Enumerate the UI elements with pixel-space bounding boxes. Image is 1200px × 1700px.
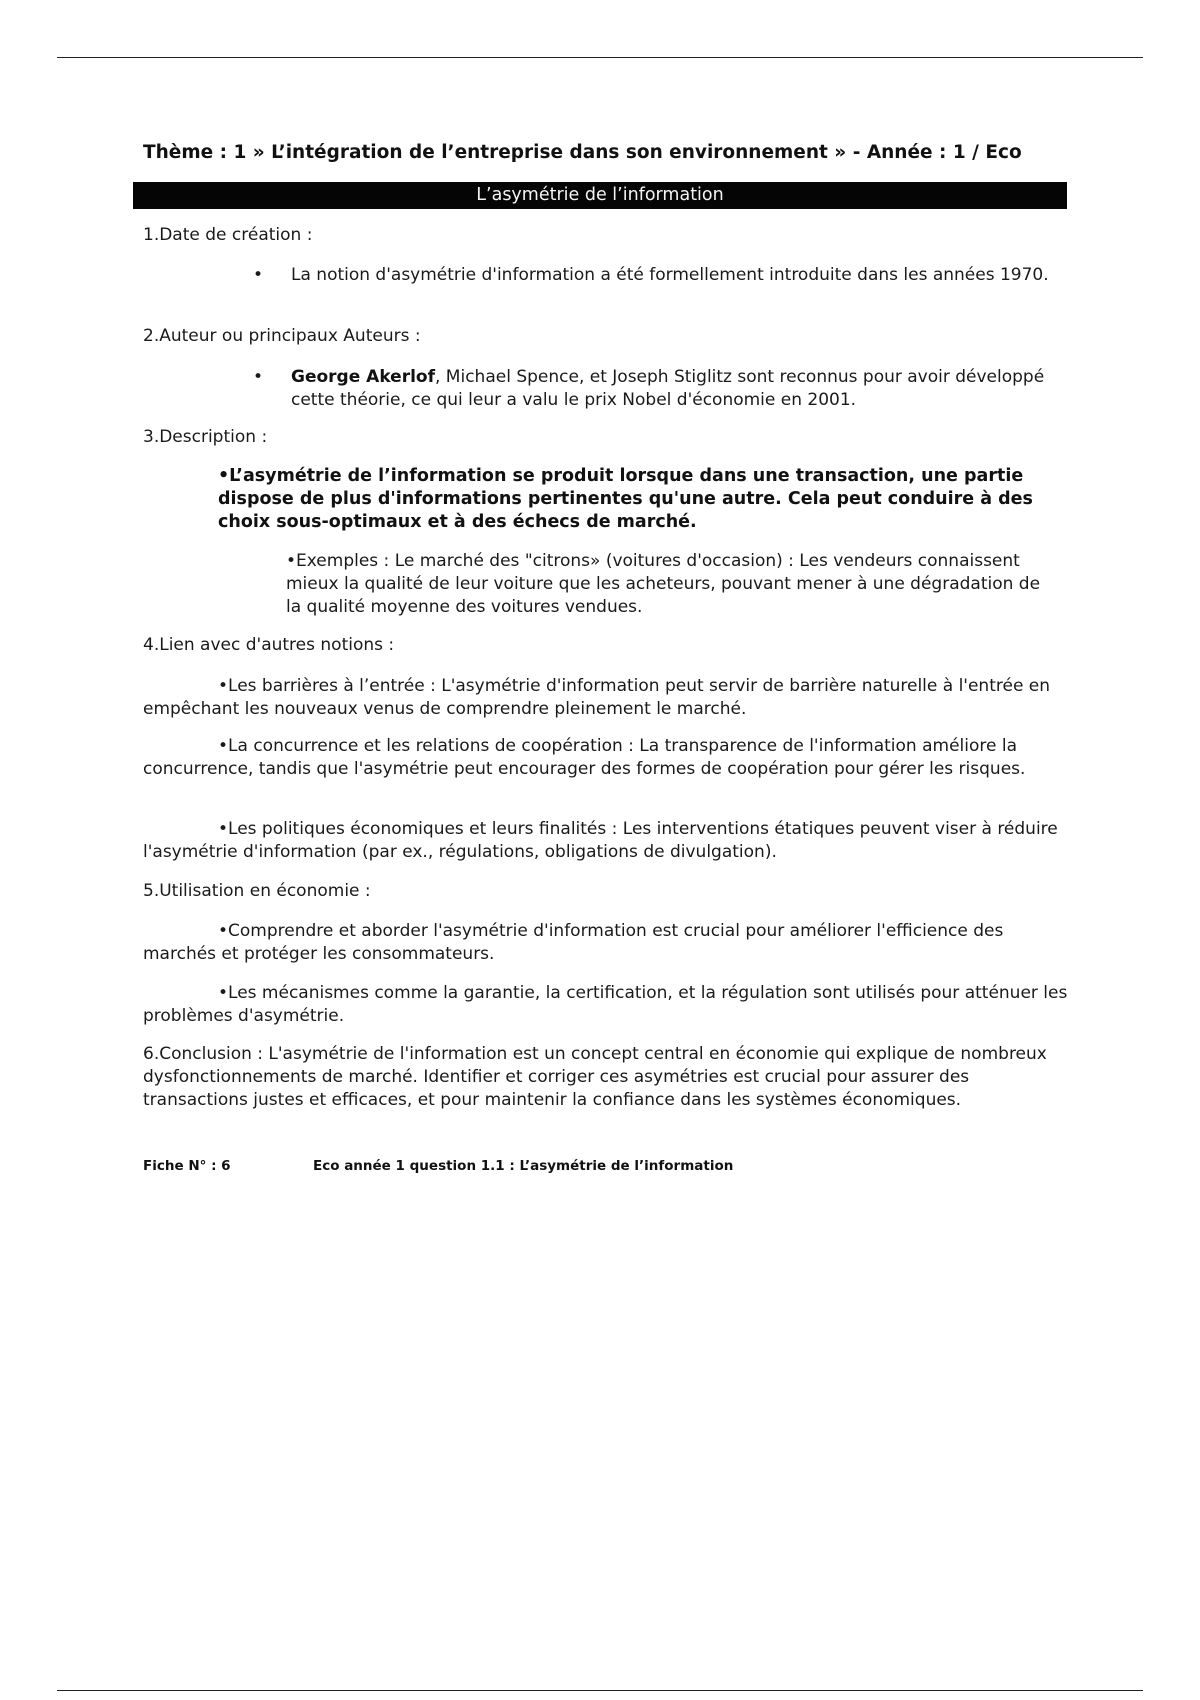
utilisation-item-2: •Les mécanismes comme la garantie, la certification, et la régulation sont utilisés pour atténuer les problèmes d'asymétrie. (143, 983, 1068, 1026)
heading-lien-notions: 4.Lien avec d'autres notions : (143, 635, 395, 655)
author-name-bold: George Akerlof (291, 367, 435, 387)
heading-auteurs: 2.Auteur ou principaux Auteurs : (143, 326, 421, 346)
example-text: •Exemples : Le marché des "citrons» (voitures d'occasion) : Les vendeurs connaissent mieux la qualité de leur voiture que les acheteurs, pouvant mener à une dégradation de la qualité moyenne des voitures vendues. (286, 551, 1041, 617)
lien-item-barrieres: •Les barrières à l’entrée : L'asymétrie d'information peut servir de barrière naturelle à l'entrée en empêchant les nouveaux venus de comprendre pleinement le marché. (143, 676, 1051, 719)
footer-reference: Eco année 1 question 1.1 : L’asymétrie de l’information (313, 1158, 734, 1174)
top-rule (57, 57, 1143, 58)
auteurs-text (291, 366, 1051, 412)
bottom-rule (57, 1690, 1143, 1691)
heading-description: 3.Description : (143, 427, 268, 447)
lien-item-politiques: •Les politiques économiques et leurs finalités : Les interventions étatiques peuvent viser à réduire l'asymétrie d'information (par ex., régulations, obligations de divulgation). (143, 819, 1058, 862)
heading-utilisation: 5.Utilisation en économie : (143, 881, 371, 901)
lien-item-concurrence: •La concurrence et les relations de coopération : La transparence de l'information améliore la concurrence, tandis que l'asymétrie peut encourager des formes de coopération pour gérer les risques. (143, 736, 1026, 779)
heading-date-creation: 1.Date de création : (143, 225, 313, 245)
footer-fiche-number: Fiche N° : 6 (143, 1158, 231, 1174)
section-title-bar: L’asymétrie de l’information (133, 182, 1067, 209)
conclusion-text: 6.Conclusion : L'asymétrie de l'information est un concept central en économie qui explique de nombreux dysfonctionnements de marché. Identifier et corriger ces asymétries est crucial pour assurer des transactions justes et efficaces, et pour maintenir la confiance dans les systèmes économiques. (143, 1044, 1047, 1110)
bullet-icon: • (253, 367, 264, 387)
bullet-icon: • (253, 265, 264, 285)
date-creation-text: La notion d'asymétrie d'information a été formellement introduite dans les années 1970. (291, 265, 1049, 285)
theme-heading: Thème : 1 » L’intégration de l’entreprise dans son environnement » - Année : 1 / Eco (143, 142, 1022, 163)
utilisation-item-1: •Comprendre et aborder l'asymétrie d'information est crucial pour améliorer l'efficience des marchés et protéger les consommateurs. (143, 921, 1004, 964)
auteurs-rest: , Michael Spence, et Joseph Stiglitz sont reconnus pour avoir développé cette théorie, ce qui leur a valu le prix Nobel d'économie en 2001. (291, 367, 1045, 410)
description-text: •L’asymétrie de l’information se produit lorsque dans une transaction, une partie dispose de plus d'informations pertinentes qu'une autre. Cela peut conduire à des choix sous-optimaux et à des échecs de marché. (218, 466, 1033, 532)
